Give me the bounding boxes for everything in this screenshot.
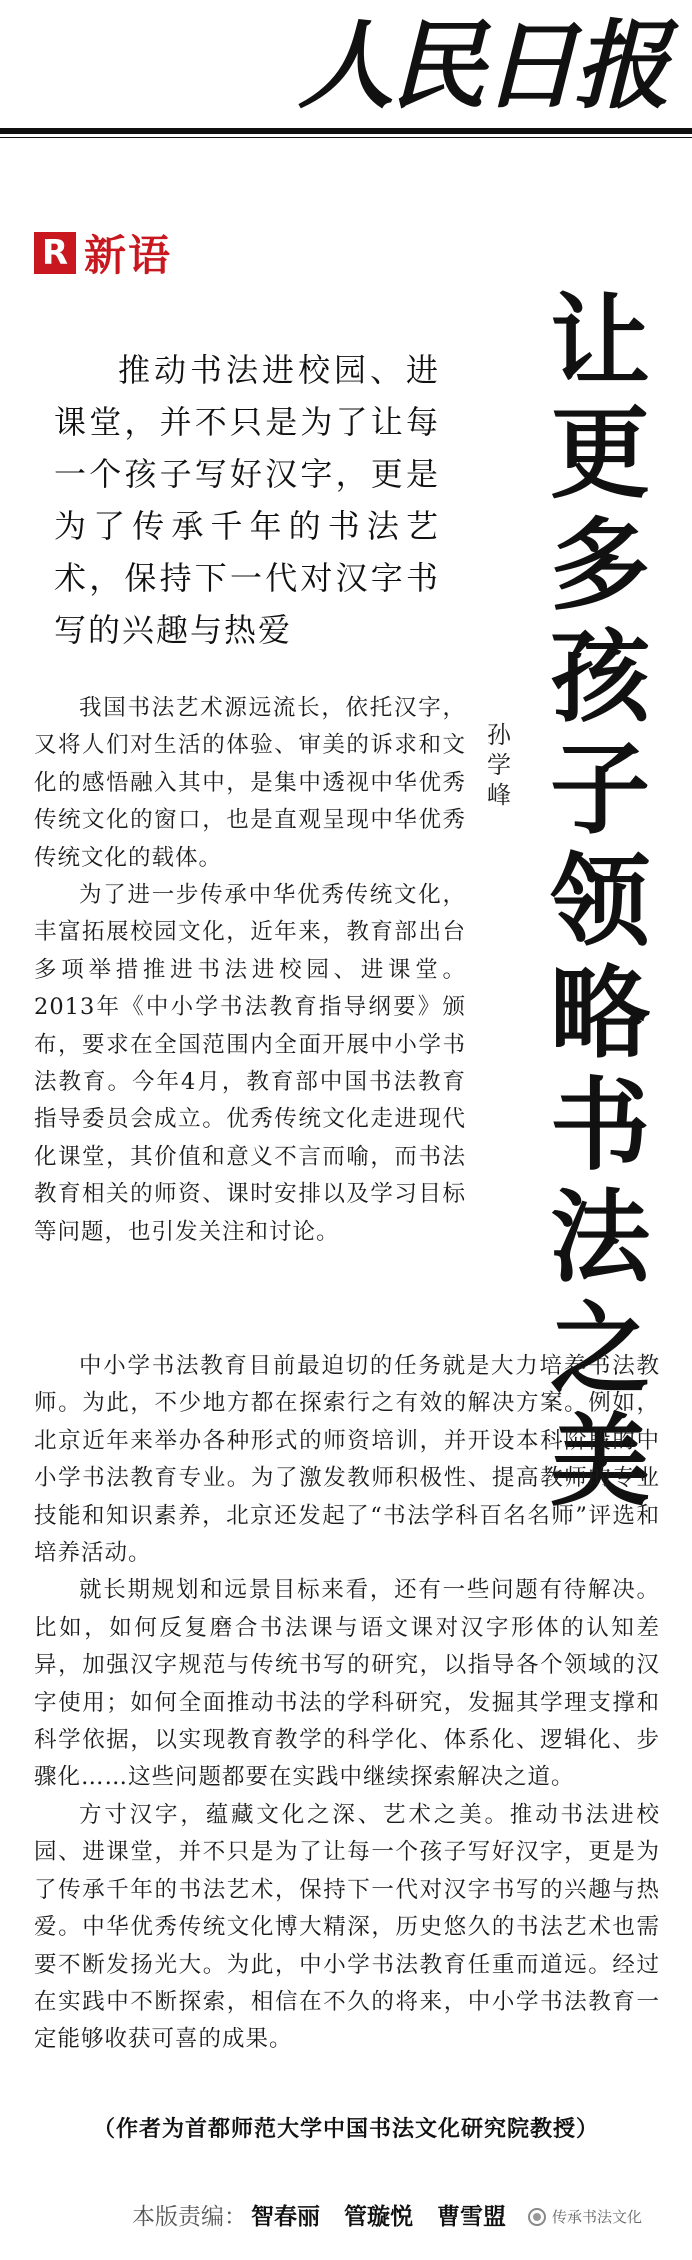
headline-char: 更 bbox=[550, 394, 650, 512]
author-note: （作者为首都师范大学中国书法文化研究院教授） bbox=[92, 2117, 599, 2142]
page-footer bbox=[0, 2178, 692, 2260]
watermark-text: 传承书法文化 bbox=[552, 2208, 643, 2226]
editor-credits bbox=[132, 2198, 506, 2231]
paragraph: 中小学书法教育目前最迫切的任务就是大力培养书法教师。为此，不少地方都在探索行之有效的解决方案。例如，北京近年来举办各种形式的师资培训，并开设本科阶段的中小学书法教育专业。为了激发教师积极性、提高教师的专业技能和知识素养，北京还发起了“书法学科百名名师”评选和培养活动。 bbox=[34, 1353, 660, 1567]
headline-char: 法 bbox=[550, 1178, 650, 1296]
masthead bbox=[0, 0, 692, 140]
headline-char: 多 bbox=[550, 506, 650, 624]
editor-label: 本版责编： bbox=[132, 2204, 247, 2230]
paragraph: 我国书法艺术源远流长，依托汉字，又将人们对生活的体验、审美的诉求和文化的感悟融入其中，是集中透视中华优秀传统文化的窗口，也是直观呈现中华优秀传统文化的载体。 bbox=[34, 695, 466, 871]
column-tag bbox=[34, 228, 172, 278]
editor-name: 曹雪盟 bbox=[437, 2204, 506, 2230]
byline-char: 孙 bbox=[487, 721, 511, 749]
paragraph: 为了进一步传承中华优秀传统文化，丰富拓展校园文化，近年来，教育部出台多项举措推进书法进校园、进课堂。2013年《中小学书法教育指导纲要》颁布，要求在全国范围内全面开展中小学书法教育。今年4月，教育部中国书法教育指导委员会成立。优秀传统文化走进现代化课堂，其价值和意义不言而喻，而书法教育相关的师资、课时安排以及学习目标等问题，也引发关注和讨论。 bbox=[34, 882, 466, 1245]
paragraph: 就长期规划和远景目标来看，还有一些问题有待解决。比如，如何反复磨合书法课与语文课对汉字形体的认知差异，加强汉字规范与传统书写的研究，以指导各个领域的汉字使用；如何全面推动书法的学科研究，发掘其学理支撑和科学依据，以实现教育教学的科学化、体系化、逻辑化、步骤化……这些问题都要在实践中继续探索解决之道。 bbox=[34, 1577, 660, 1791]
headline-char: 书 bbox=[550, 1066, 650, 1184]
byline-char: 峰 bbox=[487, 781, 511, 809]
headline-char: 之 bbox=[550, 1290, 650, 1408]
newspaper-logo: 人民日报 bbox=[298, 9, 666, 122]
lead-quote: 推动书法进校园、进课堂，并不只是为了让每一个孩子写好汉字，更是为了传承千年的书法艺术，保持下一代对汉字书写的兴趣与热爱 bbox=[54, 351, 440, 649]
column-name: 新语 bbox=[84, 231, 173, 280]
headline-char: 领 bbox=[550, 842, 650, 960]
headline-char: 子 bbox=[550, 730, 650, 848]
headline-char: 孩 bbox=[550, 618, 650, 736]
masthead-rule-thin bbox=[0, 137, 692, 138]
editor-name: 智春丽 bbox=[251, 2204, 320, 2230]
byline-char: 学 bbox=[487, 751, 511, 779]
source-watermark bbox=[528, 2206, 642, 2227]
paragraph: 方寸汉字，蕴藏文化之深、艺术之美。推动书法进校园、进课堂，并不只是为了让每一个孩子写好汉字，更是为了传承千年的书法艺术，保持下一代对汉字书写的兴趣与热爱。中华优秀传统文化博大精深，历史悠久的书法艺术也需要不断发扬光大。为此，中小学书法教育任重而道远。经过在实践中不断探索，相信在不久的将来，中小学书法教育一定能够收获可喜的成果。 bbox=[34, 1801, 660, 2053]
article-body-lower bbox=[34, 1348, 660, 2059]
wechat-icon bbox=[528, 2208, 546, 2226]
byline bbox=[484, 720, 514, 810]
article-body-upper bbox=[34, 690, 466, 1251]
headline-char: 略 bbox=[550, 954, 650, 1072]
column-badge-icon: R bbox=[34, 232, 76, 274]
headline-char: 让 bbox=[550, 282, 650, 400]
headline bbox=[540, 282, 660, 1520]
editor-name: 管璇悦 bbox=[344, 2204, 413, 2230]
masthead-rule bbox=[0, 128, 692, 134]
headline-char: 美 bbox=[550, 1402, 650, 1520]
